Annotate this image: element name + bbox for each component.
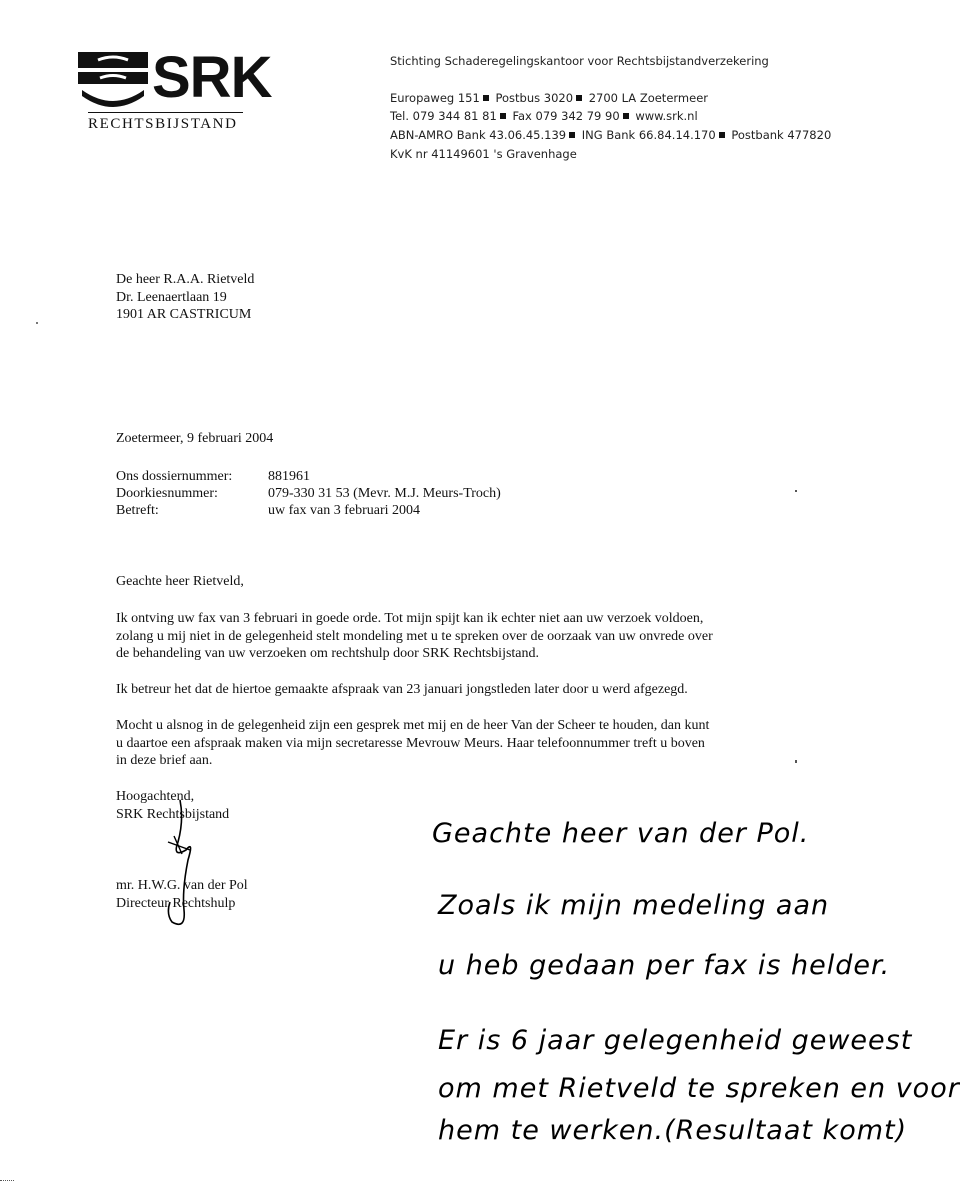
handwritten-line-1: Geachte heer van der Pol. [432, 818, 810, 849]
scan-speck [795, 490, 797, 492]
scan-speck [36, 322, 38, 324]
bullet-square-icon [576, 95, 582, 101]
brand-name: SRK [152, 45, 272, 110]
signer-title: Directeur Rechtshulp [116, 895, 236, 911]
recipient-address [116, 271, 254, 324]
paragraph-line: u daartoe een afspraak maken via mijn secretaresse Mevrouw Meurs. Haar telefoonnummer treft u boven [116, 735, 705, 751]
address-line [390, 89, 708, 107]
salutation: Geachte heer Rietveld, [116, 574, 244, 589]
recipient-city: 1901 AR CASTRICUM [116, 307, 252, 322]
bullet-square-icon [483, 95, 489, 101]
subject-value: uw fax van 3 februari 2004 [268, 503, 421, 518]
bullet-square-icon [719, 132, 725, 138]
organisation-name: Stichting Schaderegelingskantoor voor Rechtsbijstandverzekering [390, 54, 769, 68]
signer-name: mr. H.W.G. van der Pol [116, 878, 248, 893]
contact-phone: Tel. 079 344 81 81 [390, 109, 497, 123]
handwritten-line-2: Zoals ik mijn medeling aan [438, 890, 830, 921]
paragraph-3 [116, 717, 709, 770]
phone-label: Doorkiesnummer: [116, 486, 218, 501]
signature-scribble [150, 780, 210, 940]
paragraph-line: zolang u mij niet in de gelegenheid stelt mondeling met u te spreken over de oorzaak van uw onvrede over [116, 628, 713, 644]
phone-value: 079-330 31 53 (Mevr. M.J. Meurs-Troch) [268, 486, 501, 501]
logo-divider [88, 112, 243, 113]
bullet-square-icon [623, 113, 629, 119]
paragraph-1 [116, 610, 713, 663]
scan-speck [795, 760, 797, 763]
closing-org: SRK Rechtsbijstand [116, 806, 230, 822]
brand-subtitle: RECHTSBIJSTAND [88, 116, 238, 132]
subject-label: Betreft: [116, 503, 159, 518]
paragraph-line: Ik ontving uw fax van 3 februari in goede orde. Tot mijn spijt kan ik echter niet aan uw verzoek voldoen, [116, 611, 704, 626]
recipient-name: De heer R.A.A. Rietveld [116, 272, 255, 287]
bank-postbank: Postbank 477820 [731, 128, 832, 142]
bullet-square-icon [569, 132, 575, 138]
paragraph-line: Mocht u alsnog in de gelegenheid zijn een gesprek met mij en de heer Van der Scheer te houden, dan kunt [116, 718, 710, 733]
closing-greeting: Hoogachtend, [116, 789, 195, 804]
handwritten-line-4: Er is 6 jaar gelegenheid geweest [438, 1025, 913, 1056]
contact-fax: Fax 079 342 79 90 [512, 109, 620, 123]
handwritten-line-6: hem te werken.(Resultaat komt) [438, 1115, 908, 1146]
bank-line [390, 126, 831, 144]
dossier-value: 881961 [268, 469, 310, 484]
address-city: 2700 LA Zoetermeer [588, 91, 708, 105]
paragraph-line: de behandeling van uw verzoeken om rechtshulp door SRK Rechtsbijstand. [116, 646, 540, 661]
handwritten-line-5: om met Rietveld te spreken en voor [438, 1073, 960, 1104]
bank-abn: ABN-AMRO Bank 43.06.45.139 [390, 128, 567, 142]
bullet-square-icon [500, 113, 506, 119]
letter-date: Zoetermeer, 9 februari 2004 [116, 431, 274, 446]
bank-ing: ING Bank 66.84.14.170 [581, 128, 716, 142]
dossier-label: Ons dossiernummer: [116, 469, 233, 484]
paragraph-line: Ik betreur het dat de hiertoe gemaakte afspraak van 23 januari jongstleden later door u werd afgezegd. [116, 682, 688, 697]
handwritten-line-3: u heb gedaan per fax is helder. [438, 950, 891, 981]
srk-emblem-icon [78, 50, 148, 108]
paragraph-2 [116, 681, 688, 699]
scan-speck [0, 1180, 14, 1182]
address-street: Europaweg 151 [390, 91, 480, 105]
kvk-line: KvK nr 41149601 's Gravenhage [390, 147, 577, 161]
address-postbus: Postbus 3020 [495, 91, 574, 105]
contact-website: www.srk.nl [635, 109, 698, 123]
contact-line [390, 107, 698, 125]
paragraph-line: in deze brief aan. [116, 753, 213, 768]
recipient-street: Dr. Leenaertlaan 19 [116, 289, 227, 305]
